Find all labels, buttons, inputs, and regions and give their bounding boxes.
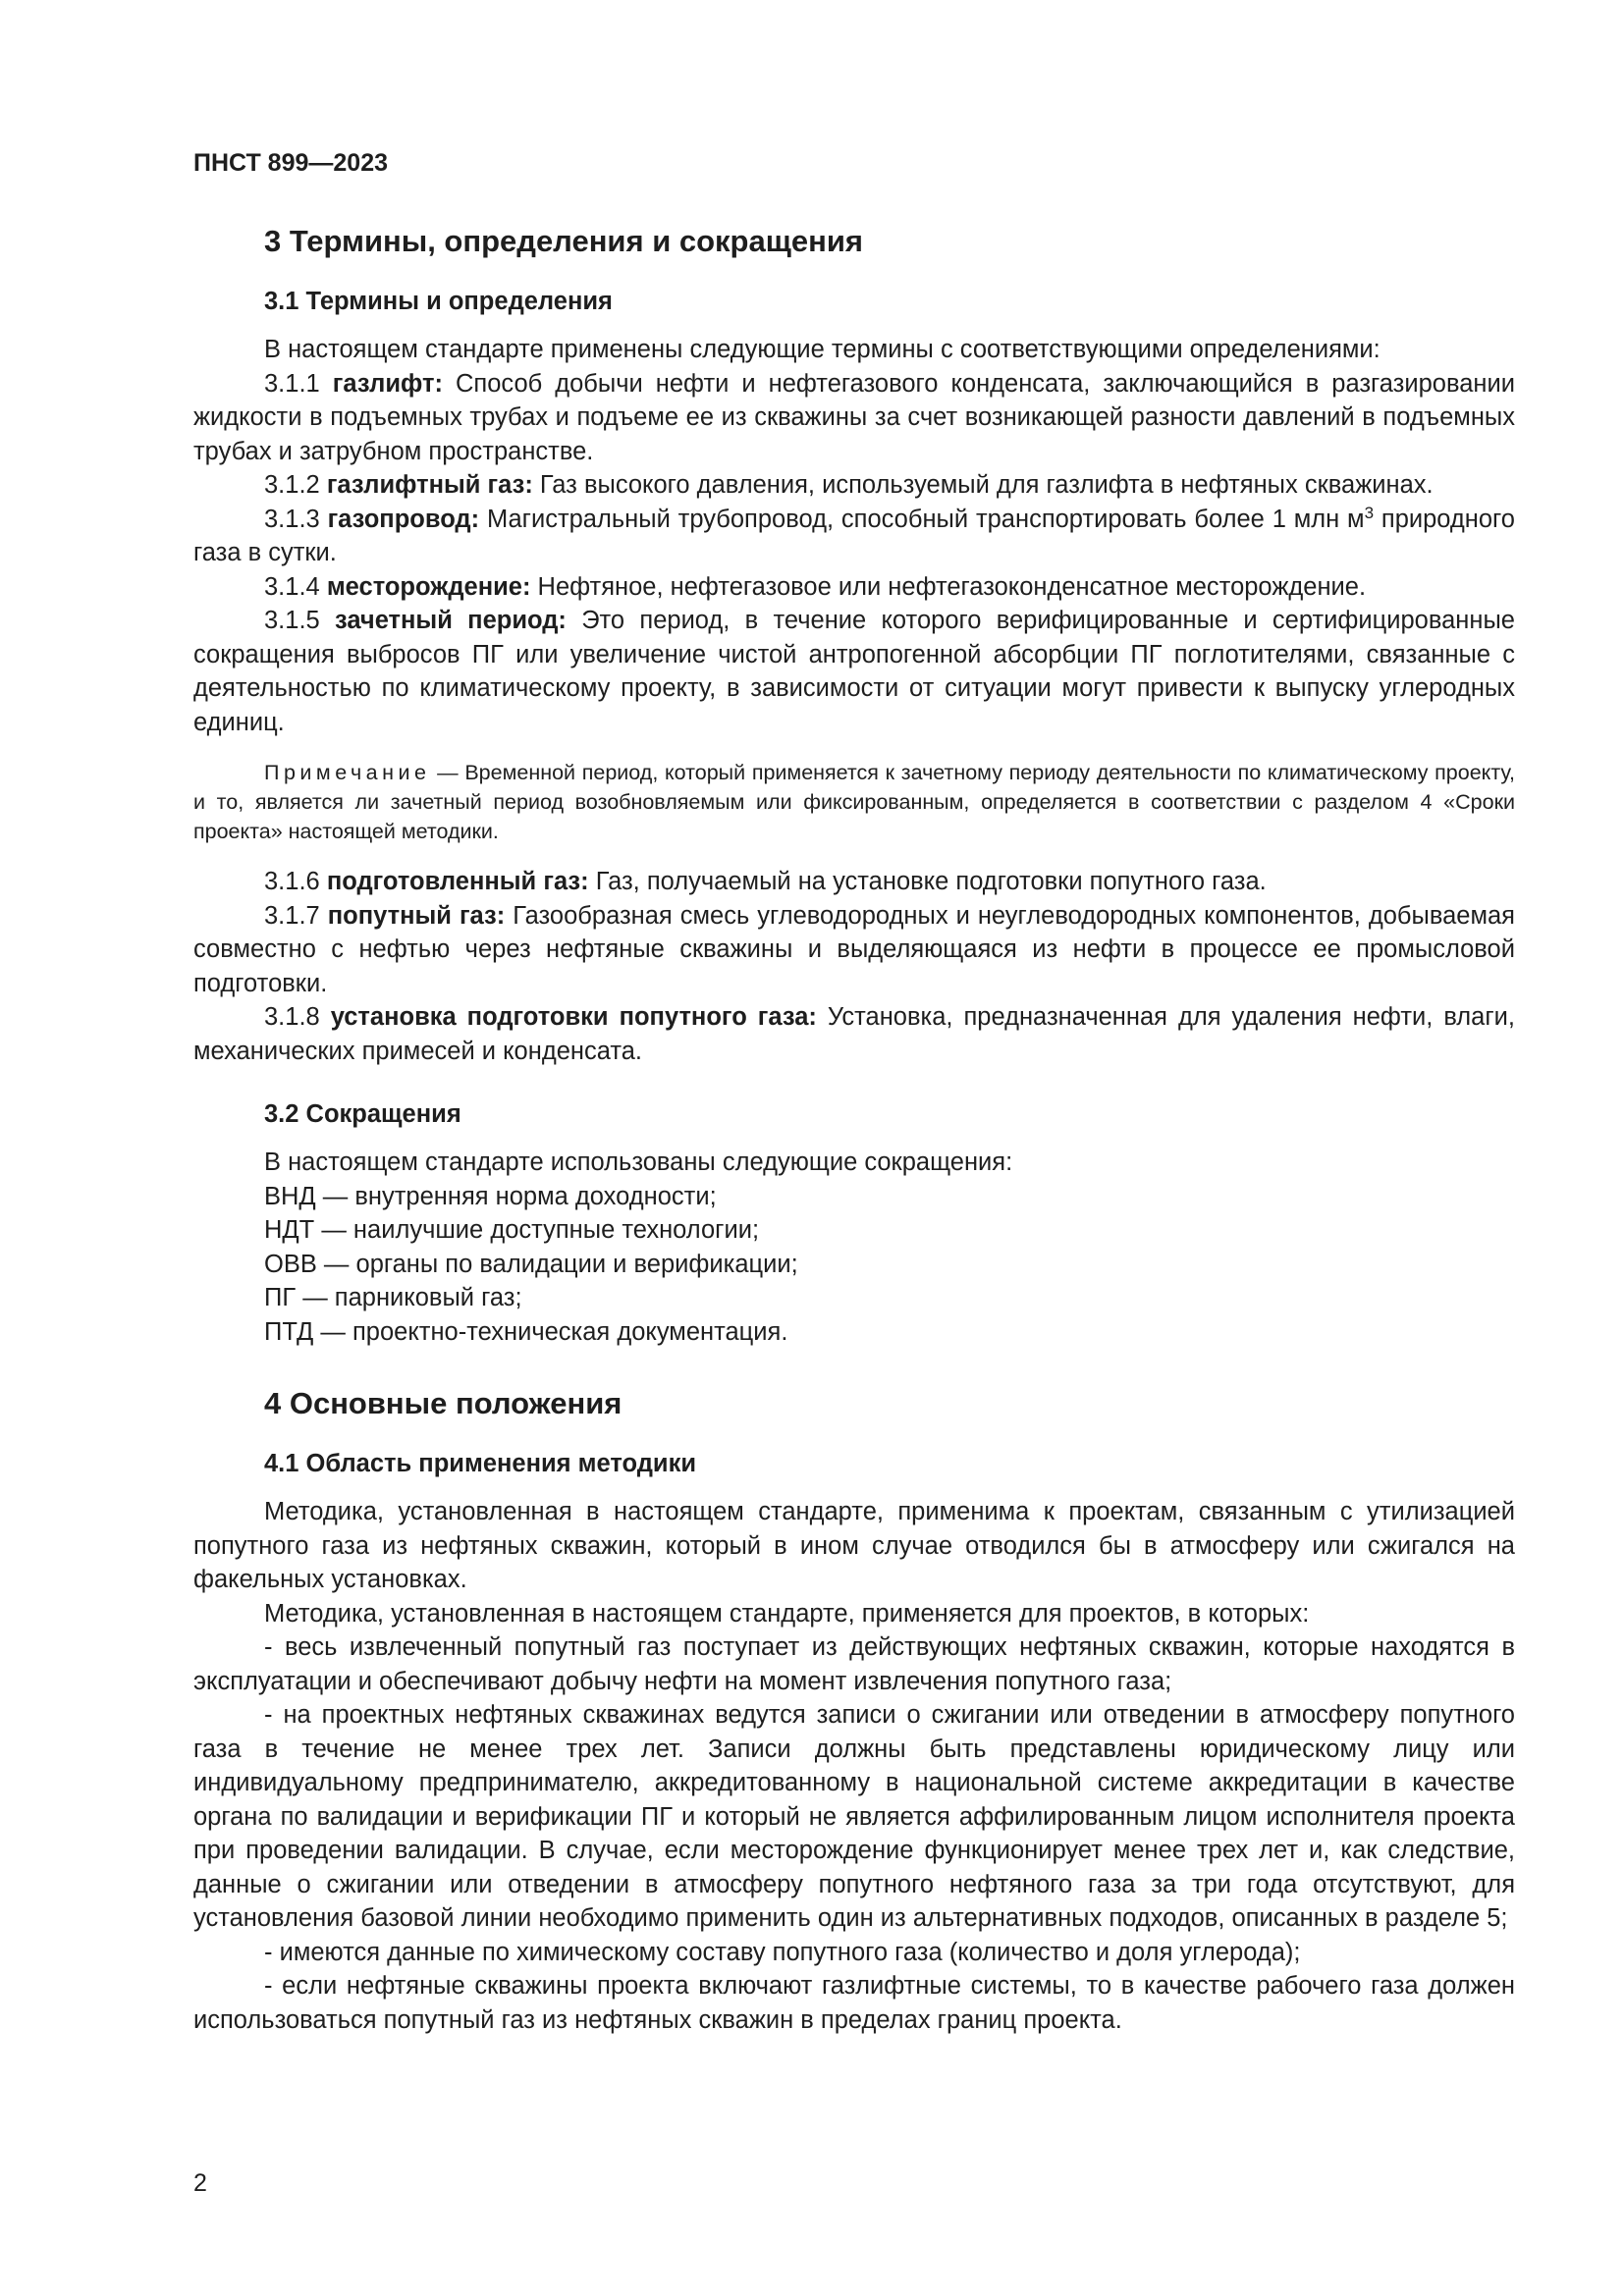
paragraph: Методика, установленная в настоящем стандарте, применима к проектам, связанным с утилизацией попутного газа из нефтяных скважин, который в ином случае отводился бы в атмосферу или сжигался на факельных установках. <box>193 1498 1515 1593</box>
term-3-1-3 <box>193 503 1515 570</box>
abbreviation-item: ОВВ — органы по валидации и верификации; <box>264 1250 798 1278</box>
abbreviation-item: ПГ — парниковый газ; <box>264 1284 522 1311</box>
term-name: газлифт: <box>332 369 444 398</box>
superscript: 3 <box>1364 503 1375 522</box>
page-content <box>193 222 1515 2037</box>
list-item: - имеются данные по химическому составу попутного газа (количество и доля углерода); <box>264 1938 1301 1966</box>
abbreviation-item: ПТД — проектно-техническая документация. <box>264 1317 788 1346</box>
term-number: 3.1.6 <box>264 868 327 895</box>
abbreviation-list <box>264 1146 1515 1349</box>
list-item: - весь извлеченный попутный газ поступает из действующих нефтяных скважин, которые находятся в эксплуатации и обеспечивают добычу нефти на момент извлечения попутного газа; <box>193 1633 1515 1695</box>
section-4-heading: 4 Основные положения <box>264 1386 623 1420</box>
term-number: 3.1.4 <box>264 572 327 601</box>
list-item: - на проектных нефтяных скважинах ведутся записи о сжигании или отведении в атмосферу попутного газа в течение не менее трех лет. Записи должны быть представлены юридическому лицу или индивидуальному предпринимателю, аккредитованному в национальной системе аккредитации в качестве органа по валидации и верификации ПГ и который не является аффилированным лицом исполнителя проекта при проведении валидации. В случае, если месторождение функционирует менее трех лет и, как следствие, данные о сжигании или отведении в атмосферу попутного нефтяного газа за три года отсутствуют, для установления базовой линии необходимо применить один из альтернативных подходов, описанных в разделе 5; <box>193 1701 1515 1932</box>
term-definition-continued: природного газа в сутки. <box>193 505 1515 566</box>
subsection-3-1-heading: 3.1 Термины и определения <box>264 288 613 315</box>
paragraph: Методика, установленная в настоящем стандарте, применяется для проектов, в которых: <box>264 1599 1310 1628</box>
subsection-4-1-heading: 4.1 Область применения методики <box>264 1450 697 1477</box>
term-3-1-1 <box>193 367 1515 469</box>
term-definition: Способ добычи нефти и нефтегазового конденсата, заключающийся в разгазировании жидкости в подъемных трубах и подъеме ее из скважины за счет возникающей разности давлений в подъемных трубах и затрубном пространстве. <box>193 369 1515 465</box>
term-3-1-8 <box>193 1000 1515 1068</box>
term-3-1-5 <box>193 604 1515 739</box>
abbreviations-intro: В настоящем стандарте использованы следующие сокращения: <box>264 1148 1013 1176</box>
subsection-3-2-heading: 3.2 Сокращения <box>264 1100 461 1128</box>
spacer <box>193 1068 1515 1097</box>
note-text: — Временной период, который применяется к зачетному периоду деятельности по климатическому проекту, и то, является ли зачетный период возобновляемым или фиксированным, определяется в соответствии с разделом 4 «Сроки проекта» настоящей методики. <box>193 761 1515 843</box>
term-name: подготовленный газ: <box>326 868 589 895</box>
term-number: 3.1.5 <box>264 607 335 634</box>
section-3-heading: 3 Термины, определения и сокращения <box>264 224 863 258</box>
term-3-1-6 <box>193 865 1515 899</box>
term-definition: Газообразная смесь углеводородных и неуглеводородных компонентов, добываемая совместно с нефтью через нефтяные скважины и выделяющаяся из нефти в процессе ее промысловой подготовки. <box>193 901 1515 997</box>
term-name: газлифтный газ: <box>326 471 533 499</box>
terms-intro: В настоящем стандарте применены следующие термины с соответствующими определениями: <box>264 336 1380 363</box>
term-definition: Газ высокого давления, используемый для газлифта в нефтяных скважинах. <box>532 471 1434 499</box>
term-number: 3.1.1 <box>264 369 333 398</box>
term-name: месторождение: <box>326 572 531 601</box>
document-code: ПНСТ 899—2023 <box>193 149 388 177</box>
term-definition: Нефтяное, нефтегазовое или нефтегазоконденсатное месторождение. <box>530 572 1367 601</box>
term-3-1-2 <box>193 468 1515 503</box>
abbreviation-item: ВНД — внутренняя норма доходности; <box>264 1182 717 1210</box>
term-number: 3.1.7 <box>264 901 328 930</box>
term-definition: Установка, предназначенная для удаления нефти, влаги, механических примесей и конденсата. <box>193 1003 1515 1065</box>
term-number: 3.1.3 <box>264 505 328 533</box>
abbreviation-item: НДТ — наилучшие доступные технологии; <box>264 1216 760 1244</box>
term-definition: Газ, получаемый на установке подготовки попутного газа. <box>588 868 1267 895</box>
term-3-1-7 <box>193 899 1515 1001</box>
term-name: газопровод: <box>327 505 480 533</box>
note-label: Примечание <box>264 761 431 784</box>
note <box>193 758 1515 846</box>
spacer <box>193 1349 1515 1384</box>
list-item: - если нефтяные скважины проекта включают газлифтные системы, то в качестве рабочего газа должен использоваться попутный газ из нефтяных скважин в пределах границ проекта. <box>193 1972 1515 2034</box>
term-definition: Магистральный трубопровод, способный транспортировать более 1 млн м <box>479 505 1365 533</box>
term-name: зачетный период: <box>335 607 567 634</box>
term-3-1-4 <box>193 570 1515 605</box>
term-number: 3.1.8 <box>264 1003 331 1031</box>
term-name: попутный газ: <box>327 901 506 930</box>
page-number: 2 <box>193 2169 207 2197</box>
term-number: 3.1.2 <box>264 471 327 499</box>
term-name: установка подготовки попутного газа: <box>330 1003 817 1031</box>
term-definition: Это период, в течение которого верифицированные и сертифицированные сокращения выбросов ПГ или увеличение чистой антропогенной абсорбции ПГ поглотителями, связанные с деятельностью по климатическому проекту, в зависимости от ситуации могут привести к выпуску углеродных единиц. <box>193 607 1515 736</box>
